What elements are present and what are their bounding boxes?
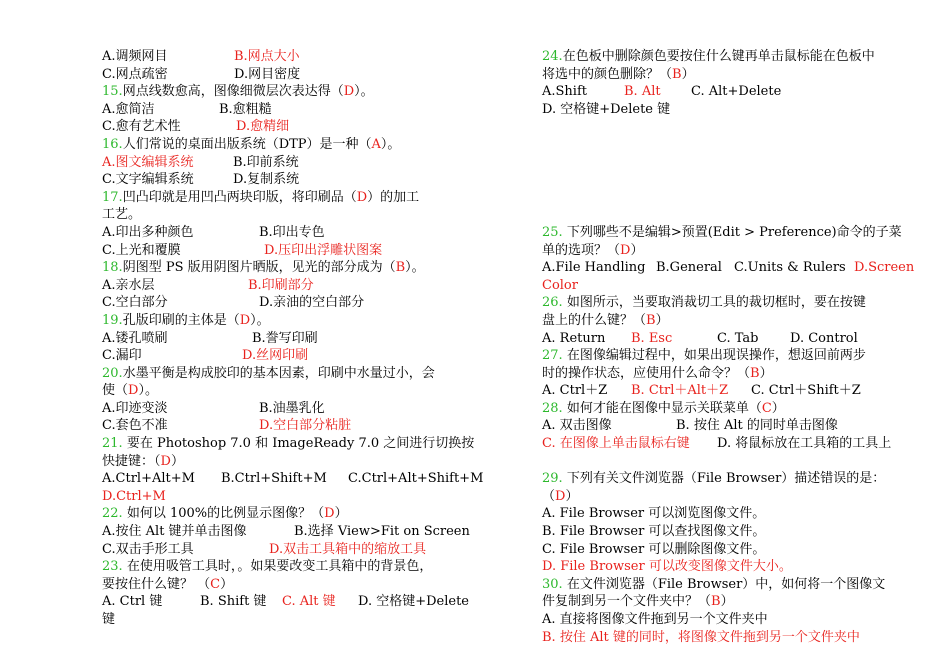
q20-options-ab: [102, 400, 472, 418]
q28-answer: C: [761, 400, 772, 416]
q21-stem: [102, 435, 475, 453]
q18-text-end: ）。: [405, 260, 425, 276]
q30-option-a: A. 直接将图像文件拖到另一个文件夹中: [542, 612, 768, 627]
q16-number: 16.: [102, 136, 123, 152]
q26-option-b: B. Esc: [631, 330, 673, 346]
q18-option-b: B.印刷部分: [248, 277, 314, 293]
q18-option-a: A.亲水层: [102, 277, 155, 293]
q24-options-abc: [542, 83, 912, 101]
q18-option-c: C.空白部分: [102, 295, 168, 311]
blank-line: [542, 206, 912, 224]
q17-number: 17.: [102, 189, 123, 205]
q20-text-end: ）。: [138, 383, 158, 399]
q19-text-end: ）。: [250, 312, 270, 328]
q23-options: [102, 593, 472, 611]
q15-option-c: C.愈有艺术性: [102, 119, 181, 135]
q18-number: 18.: [102, 260, 123, 276]
q20-option-c: C.套色不准: [102, 418, 168, 434]
q15-option-d: D.愈精细: [236, 119, 290, 135]
q16-options-ab: [102, 154, 472, 172]
q29-option-a: A. File Browser 可以浏览图像文件。: [542, 506, 766, 522]
q27-option-c: C. Ctrl＋Shift＋Z: [751, 383, 861, 399]
q17-text: 凹凸印就是用凹凸两块印版，将印刷品（: [122, 189, 357, 205]
q24-answer: B: [672, 66, 682, 82]
q19-option-a: A.镂孔喷刷: [102, 330, 168, 346]
q21-text-end: ）: [170, 453, 184, 469]
q24-number: 24.: [542, 49, 563, 64]
q21-options-d: [102, 488, 472, 506]
blank-line: [542, 171, 912, 189]
q30-text: 在文件浏览器（File Browser）中，如何将一个图像文: [562, 576, 886, 592]
q24-option-b: B. Alt: [624, 84, 661, 100]
q18-options-cd: [102, 294, 472, 312]
q25-text: 下列哪些不是编辑>预置(Edit > Preference)命令的子菜: [562, 224, 902, 240]
q25-answer: D: [620, 242, 631, 258]
q17-option-d: D.压印出浮雕状图案: [264, 242, 383, 258]
q25-text-line2: 单的选项？（: [542, 242, 621, 258]
q16-stem: [102, 136, 472, 154]
q29-stem-line2: [542, 488, 912, 506]
q27-option-b: B. Ctrl＋Alt＋Z: [631, 383, 729, 399]
q16-option-a: A.图文编辑系统: [102, 154, 194, 170]
q24-option-a: A.Shift: [542, 84, 587, 100]
q27-text: 在图像编辑过程中，如果出现误操作，想返回前两步: [562, 348, 866, 364]
q23-option-d: D. 空格键+Delete: [358, 594, 470, 610]
q16-answer: A: [371, 136, 381, 152]
q20-number: 20.: [102, 365, 123, 381]
blank-line: [542, 118, 912, 136]
q17-option-b: B.印出专色: [259, 224, 325, 240]
q22-text: 如何以 100%的比例显示图像？（: [122, 506, 325, 522]
q27-stem-line2: [542, 365, 912, 383]
q22-answer: D: [324, 506, 335, 522]
q29-text-end: ）: [565, 488, 579, 504]
q26-options: [542, 330, 912, 348]
q21-text: 要在 Photoshop 7.0 和 ImageReady 7.0 之间进行切换按: [122, 436, 475, 452]
q23-text-line2: 要按住什么键？ （: [102, 576, 211, 592]
q21-text-line2: 快捷键：（: [102, 453, 161, 469]
q18-text: 阴图型 PS 版用阴图片晒版，见光的部分成为（: [122, 260, 396, 276]
q22-option-d: D.双击工具箱中的缩放工具: [269, 541, 427, 557]
blank-line: [542, 453, 912, 471]
q27-option-a: A. Ctrl＋Z: [542, 383, 608, 399]
q14-options-cd: [102, 66, 472, 84]
q23-answer: C: [210, 576, 221, 592]
q27-text-end: ）: [759, 365, 773, 381]
q29-text: 下列有关文件浏览器（File Browser）描述错误的是：: [562, 471, 886, 487]
q25-text-end: ）: [630, 242, 644, 258]
q21-option-a: A.Ctrl+Alt+M: [102, 471, 195, 487]
q29-answer: D: [555, 488, 566, 504]
q19-text: 孔版印刷的主体是（: [122, 312, 240, 328]
q18-answer: B: [395, 260, 406, 276]
q15-stem: [102, 83, 472, 101]
q17-stem-line2: 工艺。: [102, 207, 142, 223]
q19-option-c: C.漏印: [102, 348, 142, 364]
q28-options-cd: [542, 435, 912, 453]
q20-answer: D: [128, 383, 139, 399]
q24-text-line2: 将选中的颜色删除？（: [542, 66, 673, 82]
q16-text: 人们常说的桌面出版系统（DTP）是一种（: [122, 136, 372, 152]
q26-answer: B: [646, 312, 656, 328]
q22-option-b: B.选择 View>Fit on Screen: [294, 524, 470, 540]
q15-options-ab: [102, 101, 472, 119]
q21-answer: D: [160, 453, 171, 469]
blank-line: [542, 189, 912, 207]
q27-options: [542, 382, 912, 400]
q29-option-d: D. File Browser 可以改变图像文件大小。: [542, 559, 792, 575]
q22-text-end: ）: [334, 506, 348, 522]
q28-stem: [542, 400, 912, 418]
q25-option-d: D.Screen: [854, 260, 915, 276]
q16-text-end: ）。: [380, 136, 401, 152]
q20-stem-line2: [102, 382, 472, 400]
q22-option-c: C.双击手形工具: [102, 541, 194, 557]
q26-option-a: A. Return: [542, 330, 606, 346]
q26-text-line2: 盘上的什么键？（: [542, 312, 647, 328]
q25-options: [542, 259, 915, 277]
q21-option-d: D.Ctrl+M: [102, 488, 166, 504]
q14-option-b: B.网点大小: [234, 49, 300, 64]
q26-text: 如图所示，当要取消裁切工具的裁切框时，要在按键: [562, 295, 866, 311]
q16-option-c: C.文字编辑系统: [102, 172, 194, 188]
q17-text-end: ）的加工: [367, 189, 420, 205]
q30-number: 30.: [542, 576, 563, 592]
q22-number: 22.: [102, 506, 123, 522]
q22-option-a: A.按住 Alt 键并单击图像: [102, 524, 247, 540]
q19-stem: [102, 312, 472, 330]
q29-option-b: B. File Browser 可以查找图像文件。: [542, 524, 766, 540]
q23-options-wrap: 键: [102, 612, 116, 627]
q18-stem: [102, 259, 472, 277]
q22-options-ab: [102, 523, 472, 541]
q26-number: 26.: [542, 295, 563, 311]
q15-options-cd: [102, 118, 472, 136]
q20-options-cd: [102, 417, 472, 435]
blank-line: [542, 154, 912, 172]
q21-options-abc: [102, 470, 484, 488]
q23-option-b: B. Shift 键: [200, 594, 267, 610]
q25-option-a: A.File Handling: [542, 260, 646, 276]
q25-stem-line2: [542, 242, 912, 260]
q24-text-end: ）: [681, 66, 695, 82]
q24-options-d: [542, 101, 912, 119]
right-column: [542, 48, 915, 646]
q23-stem: [102, 558, 472, 576]
q14-option-c: C.网点疏密: [102, 66, 168, 82]
q25-stem: [542, 224, 912, 242]
q14-options-ab: [102, 48, 472, 66]
q24-stem: [542, 48, 912, 66]
q15-text: 网点线数愈高，图像细微层次表达得（: [122, 84, 344, 100]
q28-option-c: C. 在图像上单击鼠标右键: [542, 436, 690, 452]
q20-option-a: A.印迹变淡: [102, 400, 168, 416]
q23-text-end: ）: [220, 576, 234, 592]
q28-option-d: D. 将鼠标放在工具箱的工具上: [717, 436, 892, 452]
q16-option-b: B.印前系统: [233, 154, 299, 170]
q18-option-d: D.亲油的空白部分: [259, 295, 365, 311]
q17-options-cd: [102, 242, 472, 260]
q14-option-a: A.调频网目: [102, 49, 168, 64]
q20-text: 水墨平衡是构成胶印的基本因素，印刷中水量过小，会: [122, 365, 435, 381]
q15-option-b: B.愈粗糙: [219, 101, 272, 117]
q25-option-b: B.General: [656, 260, 722, 276]
q19-option-b: B.誊写印刷: [252, 330, 318, 346]
q30-option-b: B. 按住 Alt 键的同时，将图像文件拖到另一个文件夹中: [542, 629, 860, 645]
q23-text: 在使用吸管工具时，。如果要改变工具箱中的背景色，: [122, 559, 433, 575]
q16-options-cd: [102, 171, 472, 189]
q15-option-a: A.愈简洁: [102, 101, 155, 117]
q22-options-cd: [102, 541, 472, 559]
q28-options-ab: [542, 417, 912, 435]
q21-option-c: C.Ctrl+Alt+Shift+M: [348, 471, 484, 487]
q28-option-b: B. 按住 Alt 的同时单击图像: [676, 418, 838, 434]
q25-number: 25.: [542, 224, 563, 240]
q20-text-line2: 使（: [102, 383, 129, 399]
q30-text-end: ）: [720, 594, 734, 610]
q22-stem: [102, 505, 472, 523]
q24-option-c: C. Alt+Delete: [691, 84, 782, 100]
q29-text-line2: （: [542, 488, 556, 504]
q21-stem-line2: [102, 453, 472, 471]
q15-text-end: ）。: [354, 84, 374, 100]
q29-number: 29.: [542, 471, 563, 487]
q24-text: 在色板中删除颜色要按住什么键再单击鼠标能在色板中: [562, 49, 875, 64]
q26-option-c: C. Tab: [717, 330, 759, 346]
q15-answer: D: [343, 84, 355, 100]
q25-options-wrap: Color: [542, 277, 578, 293]
q17-options-ab: [102, 224, 472, 242]
q15-number: 15.: [102, 84, 123, 100]
q28-text-end: ）: [771, 400, 785, 416]
q26-text-end: ）: [655, 312, 669, 328]
q27-answer: B: [750, 365, 760, 381]
q24-option-d: D. 空格键+Delete 键: [542, 101, 671, 117]
q23-option-c: C. Alt 键: [282, 594, 336, 610]
q23-option-a: A. Ctrl 键: [102, 594, 163, 610]
q19-answer: D: [239, 312, 251, 328]
q30-stem: [542, 576, 912, 594]
q29-option-c: C. File Browser 可以删除图像文件。: [542, 541, 766, 557]
q19-options-cd: [102, 347, 472, 365]
q30-answer: B: [711, 594, 721, 610]
q17-option-c: C.上光和覆膜: [102, 242, 181, 258]
q17-option-a: A.印出多种颜色: [102, 224, 194, 240]
q29-stem: [542, 470, 912, 488]
q20-option-b: B.油墨乳化: [259, 400, 325, 416]
q16-option-d: D.复制系统: [233, 172, 300, 188]
q28-number: 28.: [542, 400, 563, 416]
q25-option-c: C.Units & Rulers: [734, 260, 846, 276]
q27-text-line2: 时的操作状态，应使用什么命令？（: [542, 365, 751, 381]
q21-option-b: B.Ctrl+Shift+M: [221, 471, 327, 487]
q21-number: 21.: [102, 436, 123, 452]
q26-stem: [542, 294, 912, 312]
q23-number: 23.: [102, 559, 123, 575]
q23-stem-line2: [102, 576, 472, 594]
q19-number: 19.: [102, 312, 123, 328]
q27-stem: [542, 347, 912, 365]
q14-option-d: D.网目密度: [234, 66, 301, 82]
blank-line: [542, 136, 912, 154]
q26-option-d: D. Control: [790, 330, 858, 346]
q19-options-ab: [102, 330, 472, 348]
q24-stem-line2: [542, 66, 912, 84]
q26-stem-line2: [542, 312, 912, 330]
left-column: [102, 48, 484, 629]
q20-stem: [102, 365, 472, 383]
q30-stem-line2: [542, 593, 912, 611]
q27-number: 27.: [542, 348, 563, 364]
q17-stem: [102, 189, 472, 207]
q30-text-line2: 件复制到另一个文件夹中？（: [542, 594, 712, 610]
q20-option-d: D.空白部分粘脏: [259, 418, 352, 434]
q18-options-ab: [102, 277, 472, 295]
q17-answer: D: [356, 189, 368, 205]
q28-option-a: A. 双击图像: [542, 418, 612, 434]
q19-option-d: D.丝网印刷: [242, 348, 309, 364]
q28-text: 如何才能在图像中显示关联菜单（: [562, 400, 762, 416]
